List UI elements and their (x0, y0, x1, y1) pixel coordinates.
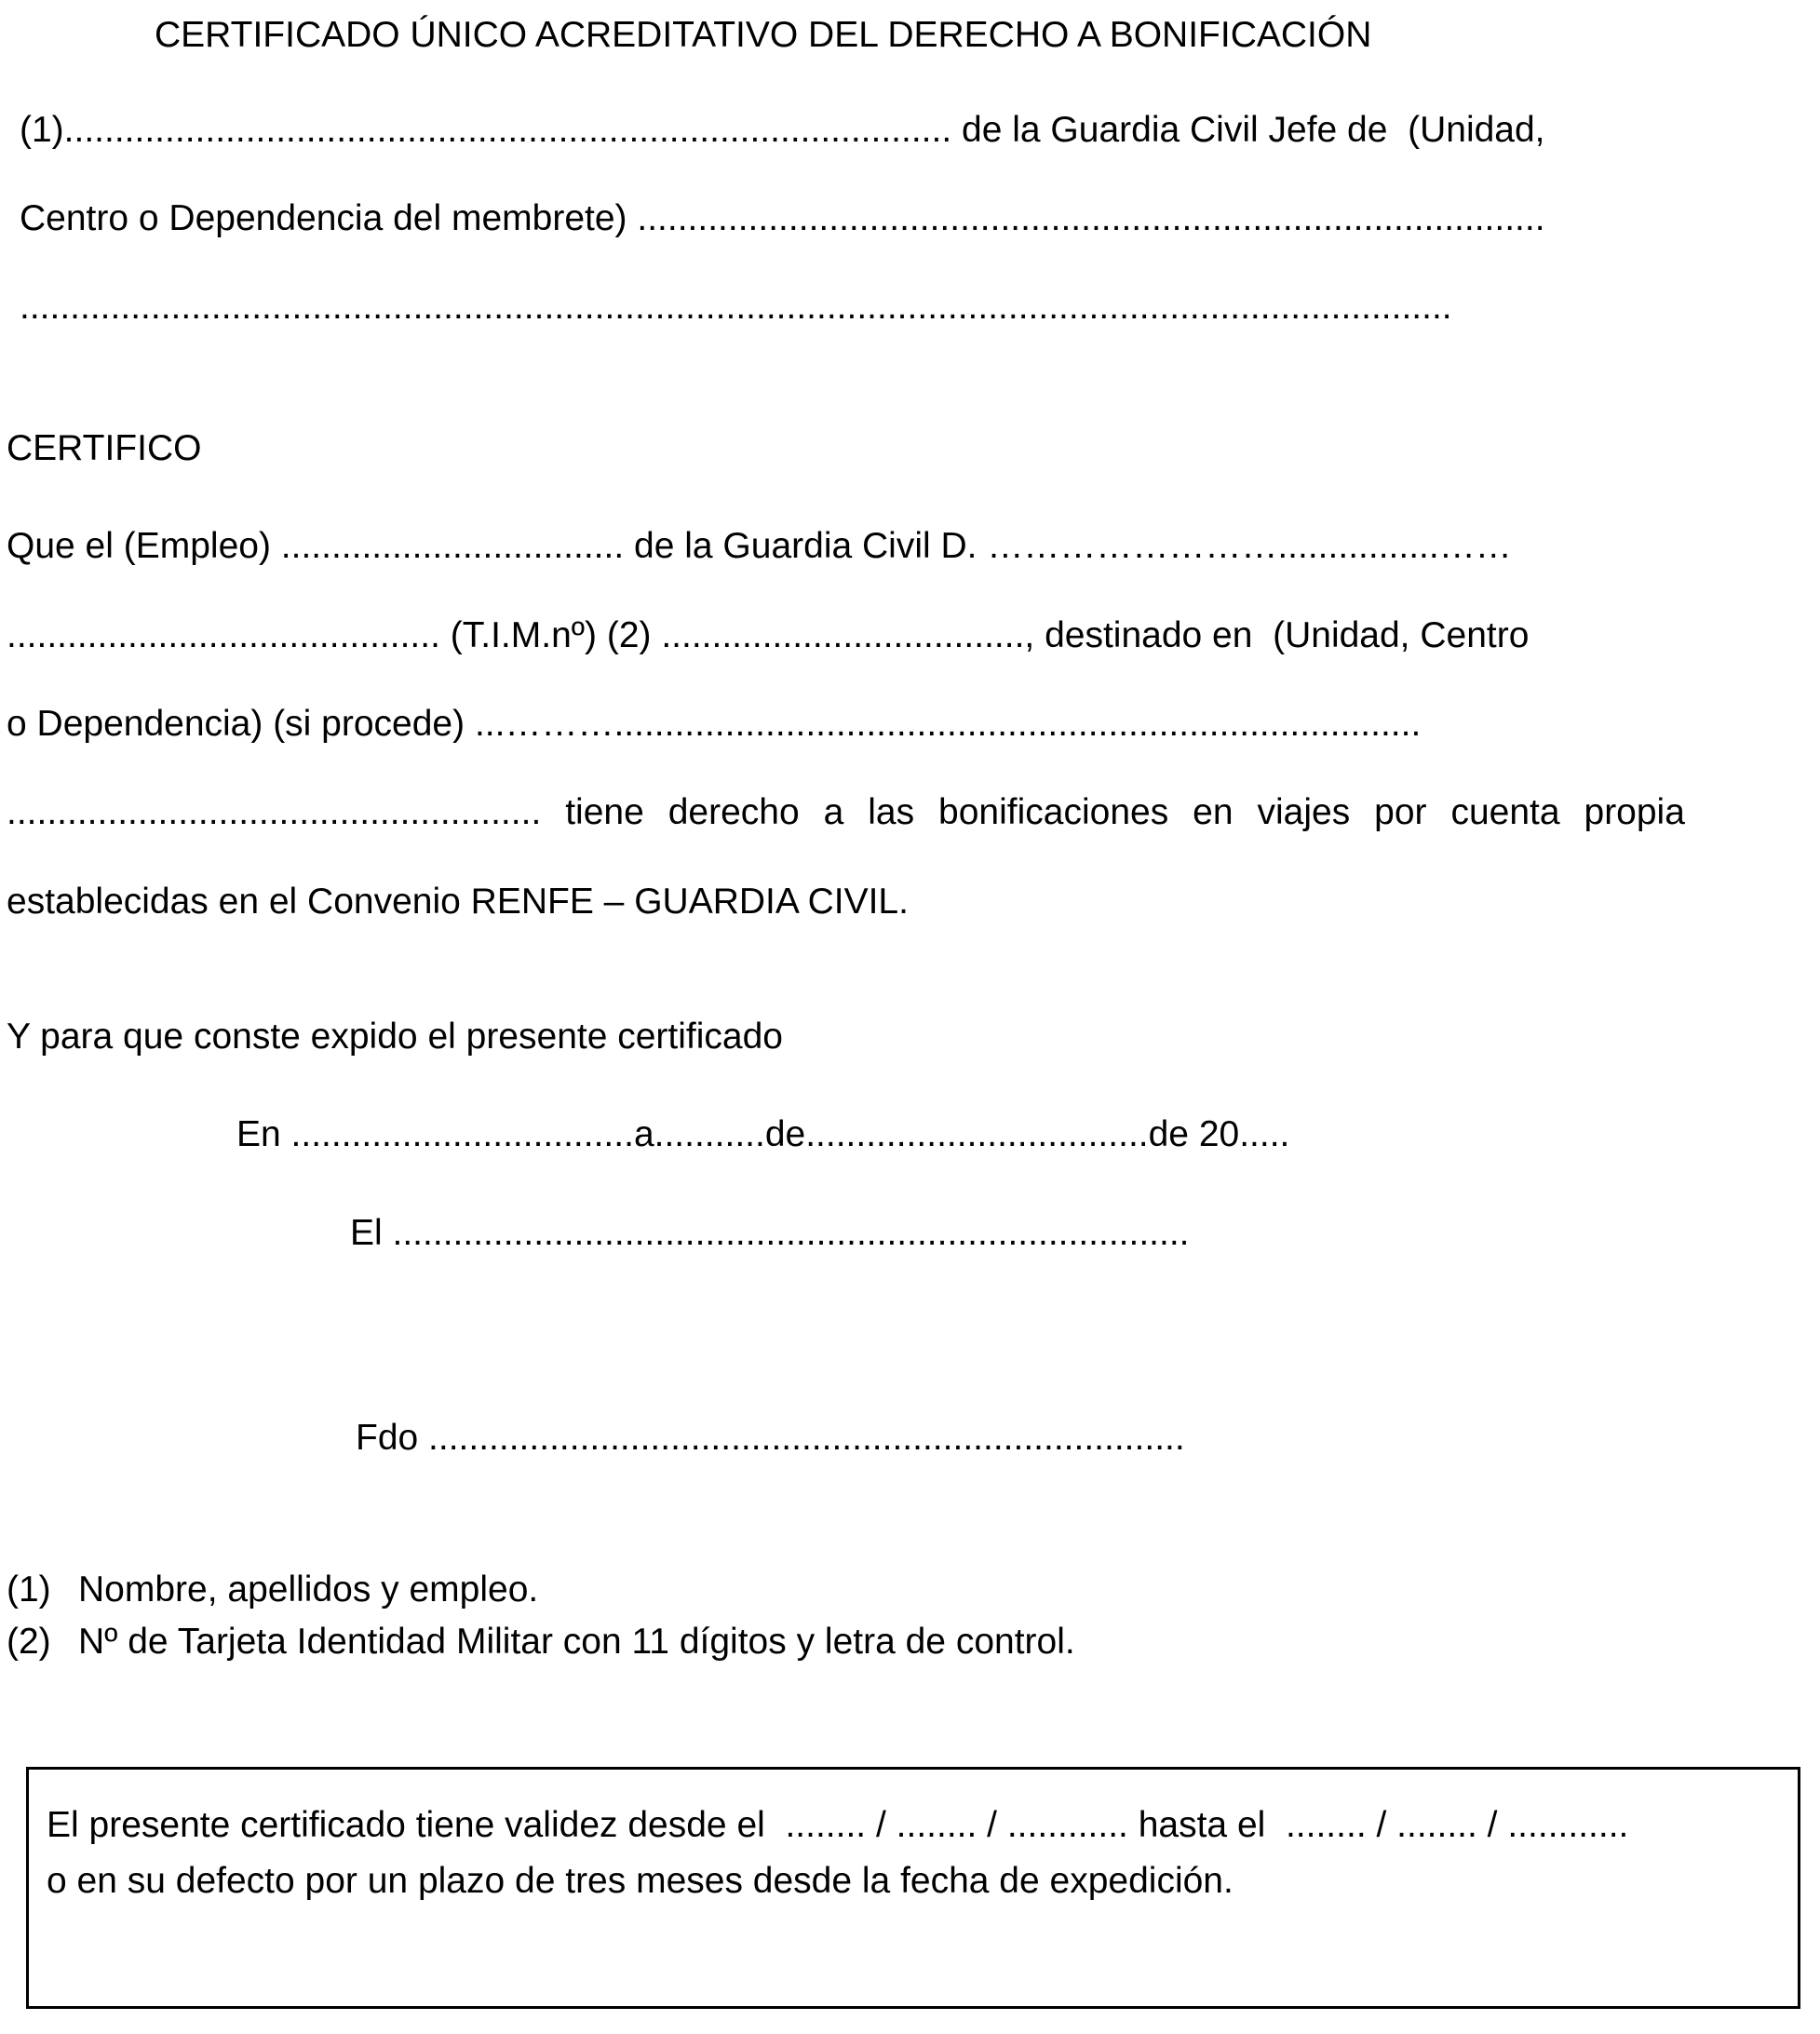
footnote-number: (2) (7, 1622, 51, 1662)
certifico-heading: CERTIFICO (7, 428, 202, 468)
body-line-4-word: cuenta (1450, 792, 1560, 832)
closing-text: Y para que conste expido el presente certificado (7, 1017, 783, 1057)
body-line-4 (7, 794, 1685, 830)
footnote-text: Nombre, apellidos y empleo. (78, 1569, 539, 1610)
body-line-4-word: tiene (565, 792, 644, 832)
footnote-number: (1) (7, 1569, 51, 1610)
body-line-3: o Dependencia) (si procede) ...………................................................................................ (7, 704, 1422, 744)
body-line-4-word: derecho (667, 792, 800, 832)
header-line-3: .............................................................................................................................................. (20, 287, 1452, 327)
body-line-4-word: a (823, 792, 844, 832)
body-line-4-dots: ..................................................... (7, 792, 542, 832)
validity-line-1: El presente certificado tiene validez desde el ........ / ........ / ............ hasta el ........ / ........ / ............ (47, 1805, 1629, 1845)
body-line-1: Que el (Empleo) .................................. de la Guardia Civil D. ……………………................…… (7, 526, 1512, 566)
footnote-text: Nº de Tarjeta Identidad Militar con 11 dígitos y letra de control. (78, 1622, 1075, 1662)
place-date-field: En ..................................a...........de..................................de 20..... (236, 1114, 1290, 1154)
body-line-2: ........................................... (T.I.M.nº) (2) ...................................., destinado en (Unidad, Centro (7, 615, 1530, 655)
header-line-2: Centro o Dependencia del membrete) .......................................................................................... (20, 198, 1545, 238)
document-title: CERTIFICADO ÚNICO ACREDITATIVO DEL DERECHO A BONIFICACIÓN (155, 15, 1372, 55)
body-line-4-word: por (1374, 792, 1427, 832)
body-line-4-word: las (868, 792, 915, 832)
body-line-5: establecidas en el Convenio RENFE – GUARDIA CIVIL. (7, 882, 909, 922)
body-line-4-word: bonificaciones (938, 792, 1169, 832)
validity-line-2: o en su defecto por un plazo de tres meses desde la fecha de expedición. (47, 1861, 1234, 1901)
body-line-4-word: en (1193, 792, 1234, 832)
signer-field: El ............................................................................... (350, 1213, 1190, 1253)
header-line-1: (1)........................................................................................ de la Guardia Civil Jefe de (Unidad, (20, 110, 1545, 150)
body-line-4-word: viajes (1257, 792, 1351, 832)
signature-field: Fdo ........................................................................... (356, 1418, 1185, 1458)
body-line-4-word: propia (1584, 792, 1685, 832)
